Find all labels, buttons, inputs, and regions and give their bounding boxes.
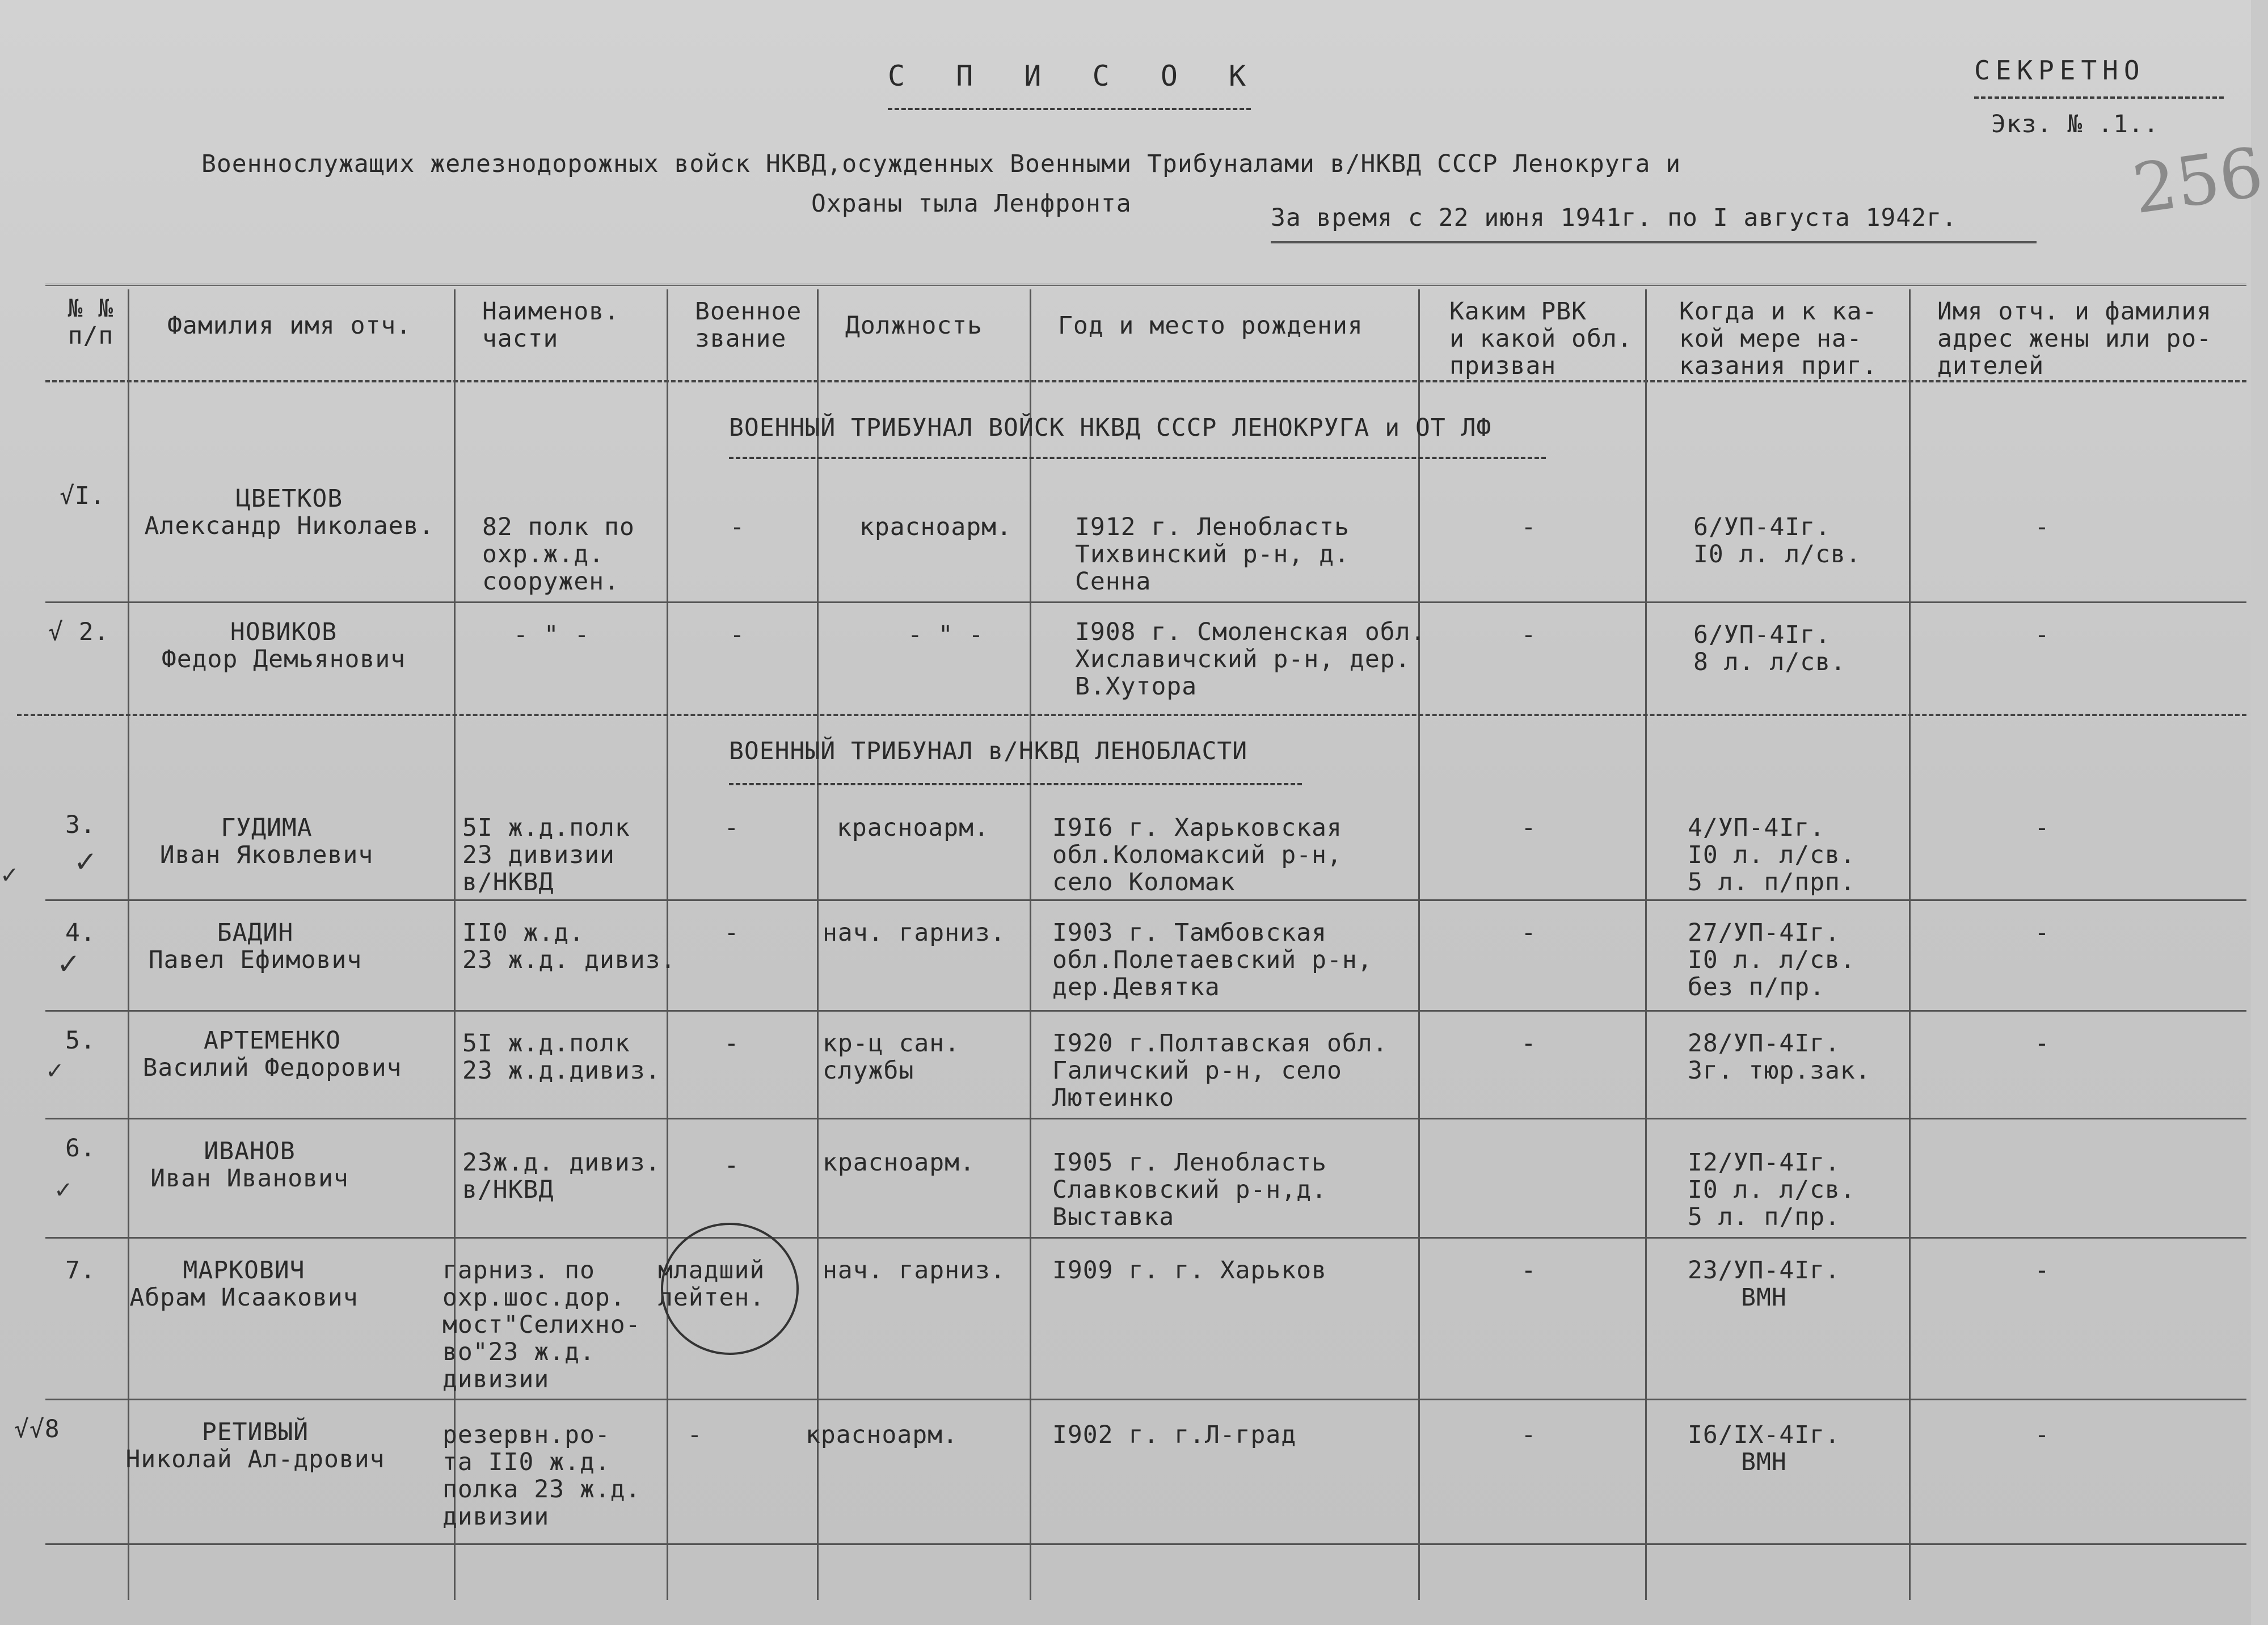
row-position: кр-ц сан. службы bbox=[823, 1029, 960, 1085]
row-birth: I905 г. Ленобласть Славковский р-н,д. Выставка bbox=[1052, 1148, 1327, 1231]
row-name: НОВИКОВ Федор Демьянович bbox=[161, 618, 406, 673]
section-divider bbox=[17, 714, 2246, 716]
section-title: ВОЕННЫЙ ТРИБУНАЛ ВОЙСК НКВД СССР ЛЕНОКРУГА и ОТ ЛФ bbox=[729, 414, 1492, 442]
row-birth: I903 г. Тамбовская обл.Полетаевский р-н, дер.Девятка bbox=[1052, 919, 1373, 1001]
col-divider bbox=[1909, 289, 1911, 1600]
col-header-position: Должность bbox=[845, 311, 983, 340]
checkmark-icon: ✓ bbox=[57, 948, 81, 980]
row-position: красноарм. bbox=[837, 814, 989, 842]
row-divider bbox=[45, 601, 2246, 603]
col-header-name: Фамилия имя отч. bbox=[167, 311, 412, 340]
row-name: ЦВЕТКОВ Александр Николаев. bbox=[144, 485, 435, 540]
row-rank: - bbox=[724, 1151, 740, 1180]
row-name: РЕТИВЫЙ Николай Ал-дрович bbox=[125, 1418, 385, 1474]
row-rank: младший лейтен. bbox=[658, 1256, 765, 1312]
row-rvk: - bbox=[1521, 1029, 1537, 1058]
row-number: 5. bbox=[65, 1026, 96, 1055]
checkmark-icon: ✓ bbox=[45, 1058, 65, 1084]
row-divider bbox=[45, 1237, 2246, 1239]
row-number: √I. bbox=[60, 482, 106, 510]
row-name: ГУДИМА Иван Яковлевич bbox=[159, 814, 374, 869]
row-relatives: - bbox=[2034, 513, 2050, 541]
row-birth: I920 г.Полтавская обл. Галичский р-н, село Лютеинко bbox=[1052, 1029, 1388, 1112]
row-sentence: 27/УП-4Iг. I0 л. л/св. без п/пр. bbox=[1688, 919, 1856, 1001]
copy-number: Экз. № .1.. bbox=[1991, 110, 2159, 138]
col-header-rank: Военное звание bbox=[695, 297, 802, 353]
row-position: красноарм. bbox=[859, 513, 1012, 541]
row-number: 6. bbox=[65, 1134, 96, 1163]
document-title: С П И С О К bbox=[888, 60, 1263, 92]
row-relatives: - bbox=[2034, 814, 2050, 842]
table-top-border bbox=[45, 284, 2246, 291]
subtitle-line-1: Военнослужащих железнодорожных войск НКВД,осужденных Военными Трибуналами в/НКВД СССР Ленокруга и bbox=[201, 150, 1681, 178]
row-relatives: - bbox=[2034, 1029, 2050, 1058]
row-position: - " - bbox=[908, 621, 984, 649]
row-birth: I902 г. г.Л-град bbox=[1052, 1421, 1297, 1449]
row-relatives: - bbox=[2034, 919, 2050, 947]
row-rvk: - bbox=[1521, 1421, 1537, 1449]
row-sentence: 4/УП-4Iг. I0 л. л/св. 5 л. п/прп. bbox=[1688, 814, 1856, 896]
checkmark-icon: ✓ bbox=[0, 862, 19, 889]
row-birth: I908 г. Смоленская обл. Хиславичский р-н, дер. В.Хутора bbox=[1075, 618, 1426, 701]
title-underline bbox=[888, 108, 1251, 110]
col-header-sentence: Когда и к ка- кой мере на- казания приг. bbox=[1679, 297, 1878, 380]
secret-underline bbox=[1974, 96, 2224, 99]
period-underline bbox=[1271, 241, 2037, 243]
section-title-underline bbox=[729, 457, 1546, 459]
secret-stamp: СЕКРЕТНО bbox=[1974, 55, 2145, 86]
row-position: красноарм. bbox=[806, 1421, 958, 1449]
row-unit: 82 полк по охр.ж.д. сооружен. bbox=[482, 513, 635, 596]
row-sentence: 6/УП-4Iг. 8 л. л/св. bbox=[1693, 621, 1846, 676]
row-rank: - bbox=[724, 814, 740, 842]
row-name: АРТЕМЕНКО Василий Федорович bbox=[142, 1026, 402, 1082]
row-number: 7. bbox=[65, 1256, 96, 1285]
row-rvk: - bbox=[1521, 513, 1537, 541]
section-title-underline bbox=[729, 783, 1302, 785]
row-sentence: I6/IX-4Iг. ВМН bbox=[1688, 1421, 1840, 1476]
row-birth: I909 г. г. Харьков bbox=[1052, 1256, 1327, 1285]
row-sentence: 6/УП-4Iг. I0 л. л/св. bbox=[1693, 513, 1861, 569]
col-header-rvk: Каким РВК и какой обл. призван bbox=[1449, 297, 1633, 380]
row-name: ИВАНОВ Иван Иванович bbox=[150, 1137, 349, 1193]
checkmark-icon: ✓ bbox=[54, 1177, 73, 1203]
row-unit: резервн.ро- та II0 ж.д. полка 23 ж.д. дивизии bbox=[442, 1421, 641, 1531]
row-divider bbox=[45, 1118, 2246, 1119]
row-rank: - bbox=[730, 513, 745, 541]
row-name: БАДИН Павел Ефимович bbox=[148, 919, 362, 974]
col-divider bbox=[1645, 289, 1647, 1600]
row-rank: - bbox=[724, 1029, 740, 1058]
row-number: 4. bbox=[65, 919, 96, 947]
row-sentence: I2/УП-4Iг. I0 л. л/св. 5 л. п/пр. bbox=[1688, 1148, 1856, 1231]
col-header-relatives: Имя отч. и фамилия адрес жены или ро- дителей bbox=[1937, 297, 2212, 380]
row-sentence: 23/УП-4Iг. ВМН bbox=[1688, 1256, 1840, 1312]
row-sentence: 28/УП-4Iг. 3г. тюр.зак. bbox=[1688, 1029, 1871, 1085]
row-divider bbox=[45, 1399, 2246, 1400]
row-number: √√8 bbox=[14, 1415, 60, 1443]
col-header-unit: Наименов. части bbox=[482, 297, 619, 353]
row-position: красноарм. bbox=[823, 1148, 975, 1177]
row-relatives: - bbox=[2034, 621, 2050, 649]
row-unit: 23ж.д. дивиз. в/НКВД bbox=[462, 1148, 661, 1204]
col-header-number: № № п/п bbox=[68, 294, 114, 350]
row-unit: 5I ж.д.полк 23 ж.д.дивиз. bbox=[462, 1029, 661, 1085]
row-unit: 5I ж.д.полк 23 дивизии в/НКВД bbox=[462, 814, 630, 896]
rank-circle-mark bbox=[661, 1223, 799, 1355]
row-number: 3. bbox=[65, 811, 96, 839]
row-rvk: - bbox=[1521, 919, 1537, 947]
row-unit: - " - bbox=[513, 621, 590, 649]
row-name: МАРКОВИЧ Абрам Исаакович bbox=[129, 1256, 359, 1312]
row-rvk: - bbox=[1521, 814, 1537, 842]
row-divider bbox=[45, 1010, 2246, 1012]
row-rvk: - bbox=[1521, 1256, 1537, 1285]
row-unit: гарниз. по охр.шос.дор. мост"Селихно- во"23 ж.д. дивизии bbox=[442, 1256, 641, 1394]
row-position: нач. гарниз. bbox=[823, 919, 1006, 947]
col-divider bbox=[128, 289, 129, 1600]
row-rank: - bbox=[730, 621, 745, 649]
subtitle-line-2: Охраны тыла Ленфронта bbox=[811, 190, 1132, 218]
row-rank: - bbox=[724, 919, 740, 947]
row-birth: I912 г. Ленобласть Тихвинский р-н, д. Сенна bbox=[1075, 513, 1350, 596]
col-divider bbox=[1030, 289, 1031, 1600]
checkmark-icon: ✓ bbox=[74, 845, 98, 878]
row-relatives: - bbox=[2034, 1256, 2050, 1285]
col-divider bbox=[454, 289, 456, 1600]
row-unit: II0 ж.д. 23 ж.д. дивиз. bbox=[462, 919, 676, 974]
col-header-birth: Год и место рождения bbox=[1058, 311, 1363, 340]
header-bottom-border bbox=[45, 380, 2246, 382]
row-birth: I9I6 г. Харьковская обл.Коломаксий р-н, село Коломак bbox=[1052, 814, 1342, 896]
col-divider bbox=[1418, 289, 1420, 1600]
row-divider bbox=[45, 899, 2246, 901]
archive-page-number: 256 bbox=[2128, 133, 2268, 230]
row-rvk: - bbox=[1521, 621, 1537, 649]
row-position: нач. гарниз. bbox=[823, 1256, 1006, 1285]
col-divider bbox=[817, 289, 819, 1600]
row-rank: - bbox=[687, 1421, 703, 1449]
row-relatives: - bbox=[2034, 1421, 2050, 1449]
row-divider bbox=[45, 1543, 2246, 1545]
period: За время с 22 июня 1941г. по I августа 1942г. bbox=[1271, 204, 1957, 232]
row-number: √ 2. bbox=[48, 618, 109, 646]
section-title: ВОЕННЫЙ ТРИБУНАЛ в/НКВД ЛЕНОБЛАСТИ bbox=[729, 737, 1248, 765]
